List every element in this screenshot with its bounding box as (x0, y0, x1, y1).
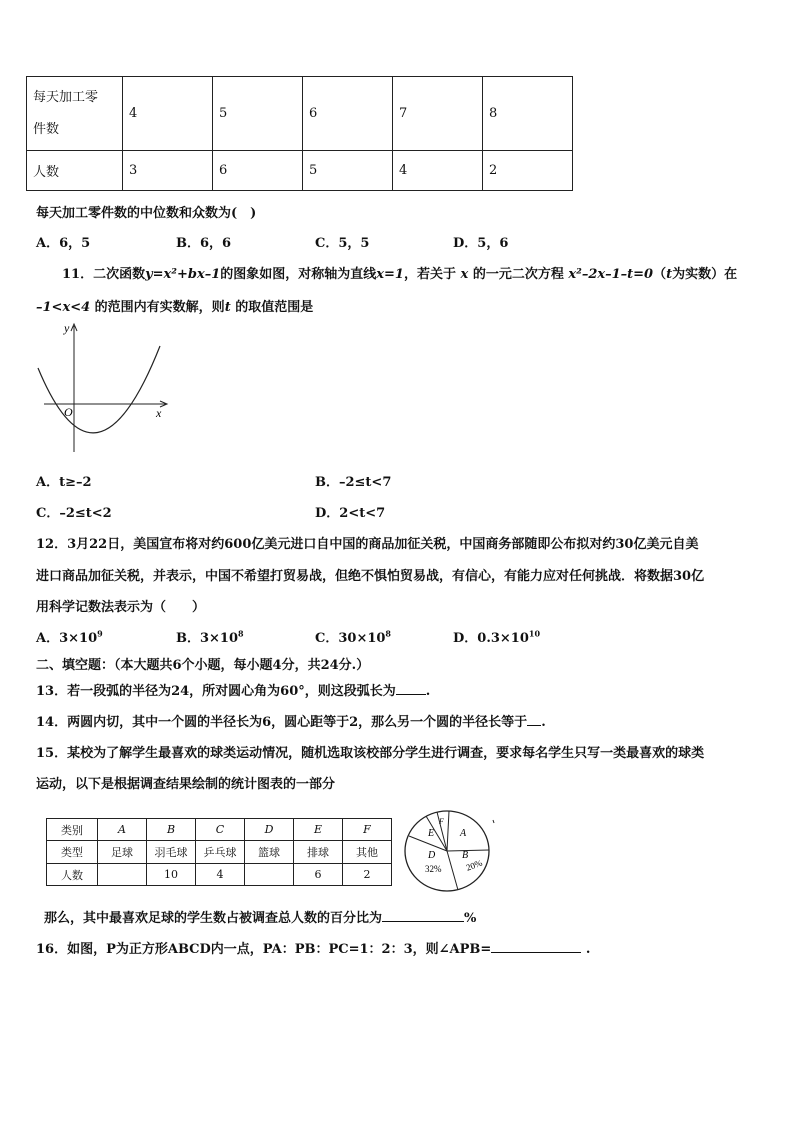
table-cell: 4 (196, 864, 245, 886)
q11-option-b: B．–2≤t<7 (315, 475, 392, 490)
pie-label-b-percent: 20% (464, 857, 484, 873)
graph-origin-label: O (64, 405, 73, 419)
q15-answer-line: 那么，其中最喜欢足球的学生数占被调查总人数的百分比为 % (44, 911, 477, 926)
q10-question: 每天加工零件数的中位数和众数为( ) (36, 206, 257, 221)
q11-line1: 11．二次函数y=x²+bx–1的图象如图，对称轴为直线x=1，若关于 x 的一元二次方程 x²–2x–1–t=0（t为实数）在 (62, 267, 738, 282)
table-cell: 6 (213, 151, 303, 191)
table-cell: 2 (343, 864, 392, 886)
answer-blank[interactable] (382, 921, 464, 922)
q12-option-c: C．$30\times 10^8$ (315, 628, 391, 646)
table-cell (98, 864, 147, 886)
table-row (47, 841, 392, 864)
table-cell: 6 (294, 864, 343, 886)
table-cell: C (196, 819, 245, 841)
table-cell: 2 (483, 151, 573, 191)
pie-label-b: B (462, 850, 469, 861)
pie-label-d-percent: 32% (425, 864, 442, 874)
table-cell: 羽毛球 (147, 841, 196, 864)
table-cell: A (98, 819, 147, 841)
q12-line2: 进口商品加征关税，并表示，中国不希望打贸易战，但绝不惧怕贸易战，有信心，有能力应对任何挑战．将数据30亿 (36, 569, 705, 584)
pie-label-a: A (460, 828, 467, 839)
row-label-line2: 件数 (33, 121, 60, 137)
table-cell: 人数 (27, 151, 123, 191)
q12-option-a: A．$3\times 10^9$ (36, 628, 103, 646)
table-cell: 5 (213, 77, 303, 151)
q12-option-b: B．$3\times 10^8$ (176, 628, 244, 646)
section-title: 二、填空题：（本大题共6个小题，每小题4分，共24分.） (36, 658, 370, 673)
q16: 16．如图，P为正方形ABCD内一点，PA：PB：PC=1：2：3，则∠APB= . (36, 942, 591, 957)
table-row (27, 77, 573, 151)
table-cell: 其他 (343, 841, 392, 864)
q12-line3: 用科学记数法表示为（ ） (36, 600, 206, 615)
table-cell (27, 77, 123, 151)
table-cell: D (245, 819, 294, 841)
q14: 14．两圆内切，其中一个圆的半径长为6，圆心距等于2，那么另一个圆的半径长等于 . (36, 715, 546, 730)
table-cell: 足球 (98, 841, 147, 864)
table-cell: 6 (303, 77, 393, 151)
table-cell: 篮球 (245, 841, 294, 864)
table-cell: 人数 (47, 864, 98, 886)
q10-option-c: C．5，5 (315, 236, 370, 251)
q10-option-a: A．6，5 (36, 236, 91, 251)
graph-y-label: y (64, 321, 70, 335)
table-cell: 类型 (47, 841, 98, 864)
table-cell: 5 (303, 151, 393, 191)
table-cell: 8 (483, 77, 573, 151)
table-cell: F (343, 819, 392, 841)
table-cell: 类别 (47, 819, 98, 841)
table-cell: 乒乓球 (196, 841, 245, 864)
answer-blank[interactable] (527, 725, 541, 726)
q10-option-d: D．5，6 (453, 236, 509, 251)
pie-label-f: F (439, 817, 444, 826)
q15-line1: 15．某校为了解学生最喜欢的球类运动情况，随机选取该校部分学生进行调查，要求每名学生只写一类最喜欢的球类 (36, 746, 705, 761)
table-cell: 排球 (294, 841, 343, 864)
q11-option-d: D．2<t<7 (315, 506, 386, 521)
answer-blank[interactable] (491, 952, 581, 953)
sports-pie-chart (400, 806, 500, 896)
q12-line1: 12．3月22日，美国宣布将对约600亿美元进口自中国的商品加征关税，中国商务部随即公布拟对约30亿美元自美 (36, 537, 699, 552)
table-cell: E (294, 819, 343, 841)
q12-option-d: D．$0.3\times 10^{10}$ (453, 628, 541, 646)
q15-line2: 运动，以下是根据调查结果绘制的统计图表的一部分 (36, 777, 336, 792)
q10-option-b: B．6，6 (176, 236, 232, 251)
q11-option-c: C．–2≤t<2 (36, 506, 112, 521)
answer-blank[interactable] (396, 694, 426, 695)
table-cell (245, 864, 294, 886)
table-cell: 4 (393, 151, 483, 191)
graph-x-label: x (156, 406, 162, 420)
q11-line2: –1<x<4 的范围内有实数解，则t 的取值范围是 (36, 300, 314, 315)
pie-label-d: D (428, 850, 436, 861)
parabola-graph (34, 318, 174, 458)
table-cell: 3 (123, 151, 213, 191)
table-row (47, 864, 392, 886)
pie-label-e: E (428, 828, 435, 839)
pie-tick-mark (493, 820, 494, 823)
table-cell: 7 (393, 77, 483, 151)
q11-option-a: A．t≥–2 (36, 475, 92, 490)
table-cell: B (147, 819, 196, 841)
table-row (47, 819, 392, 841)
ball-sports-table (46, 818, 392, 886)
q13: 13．若一段弧的半径为24，所对圆心角为60°，则这段弧长为 . (36, 684, 431, 699)
table-cell: 10 (147, 864, 196, 886)
table-cell: 4 (123, 77, 213, 151)
workers-table (26, 76, 573, 191)
parabola-curve (38, 346, 160, 433)
table-row (27, 151, 573, 191)
row-label-line1: 每天加工零 (33, 89, 99, 105)
